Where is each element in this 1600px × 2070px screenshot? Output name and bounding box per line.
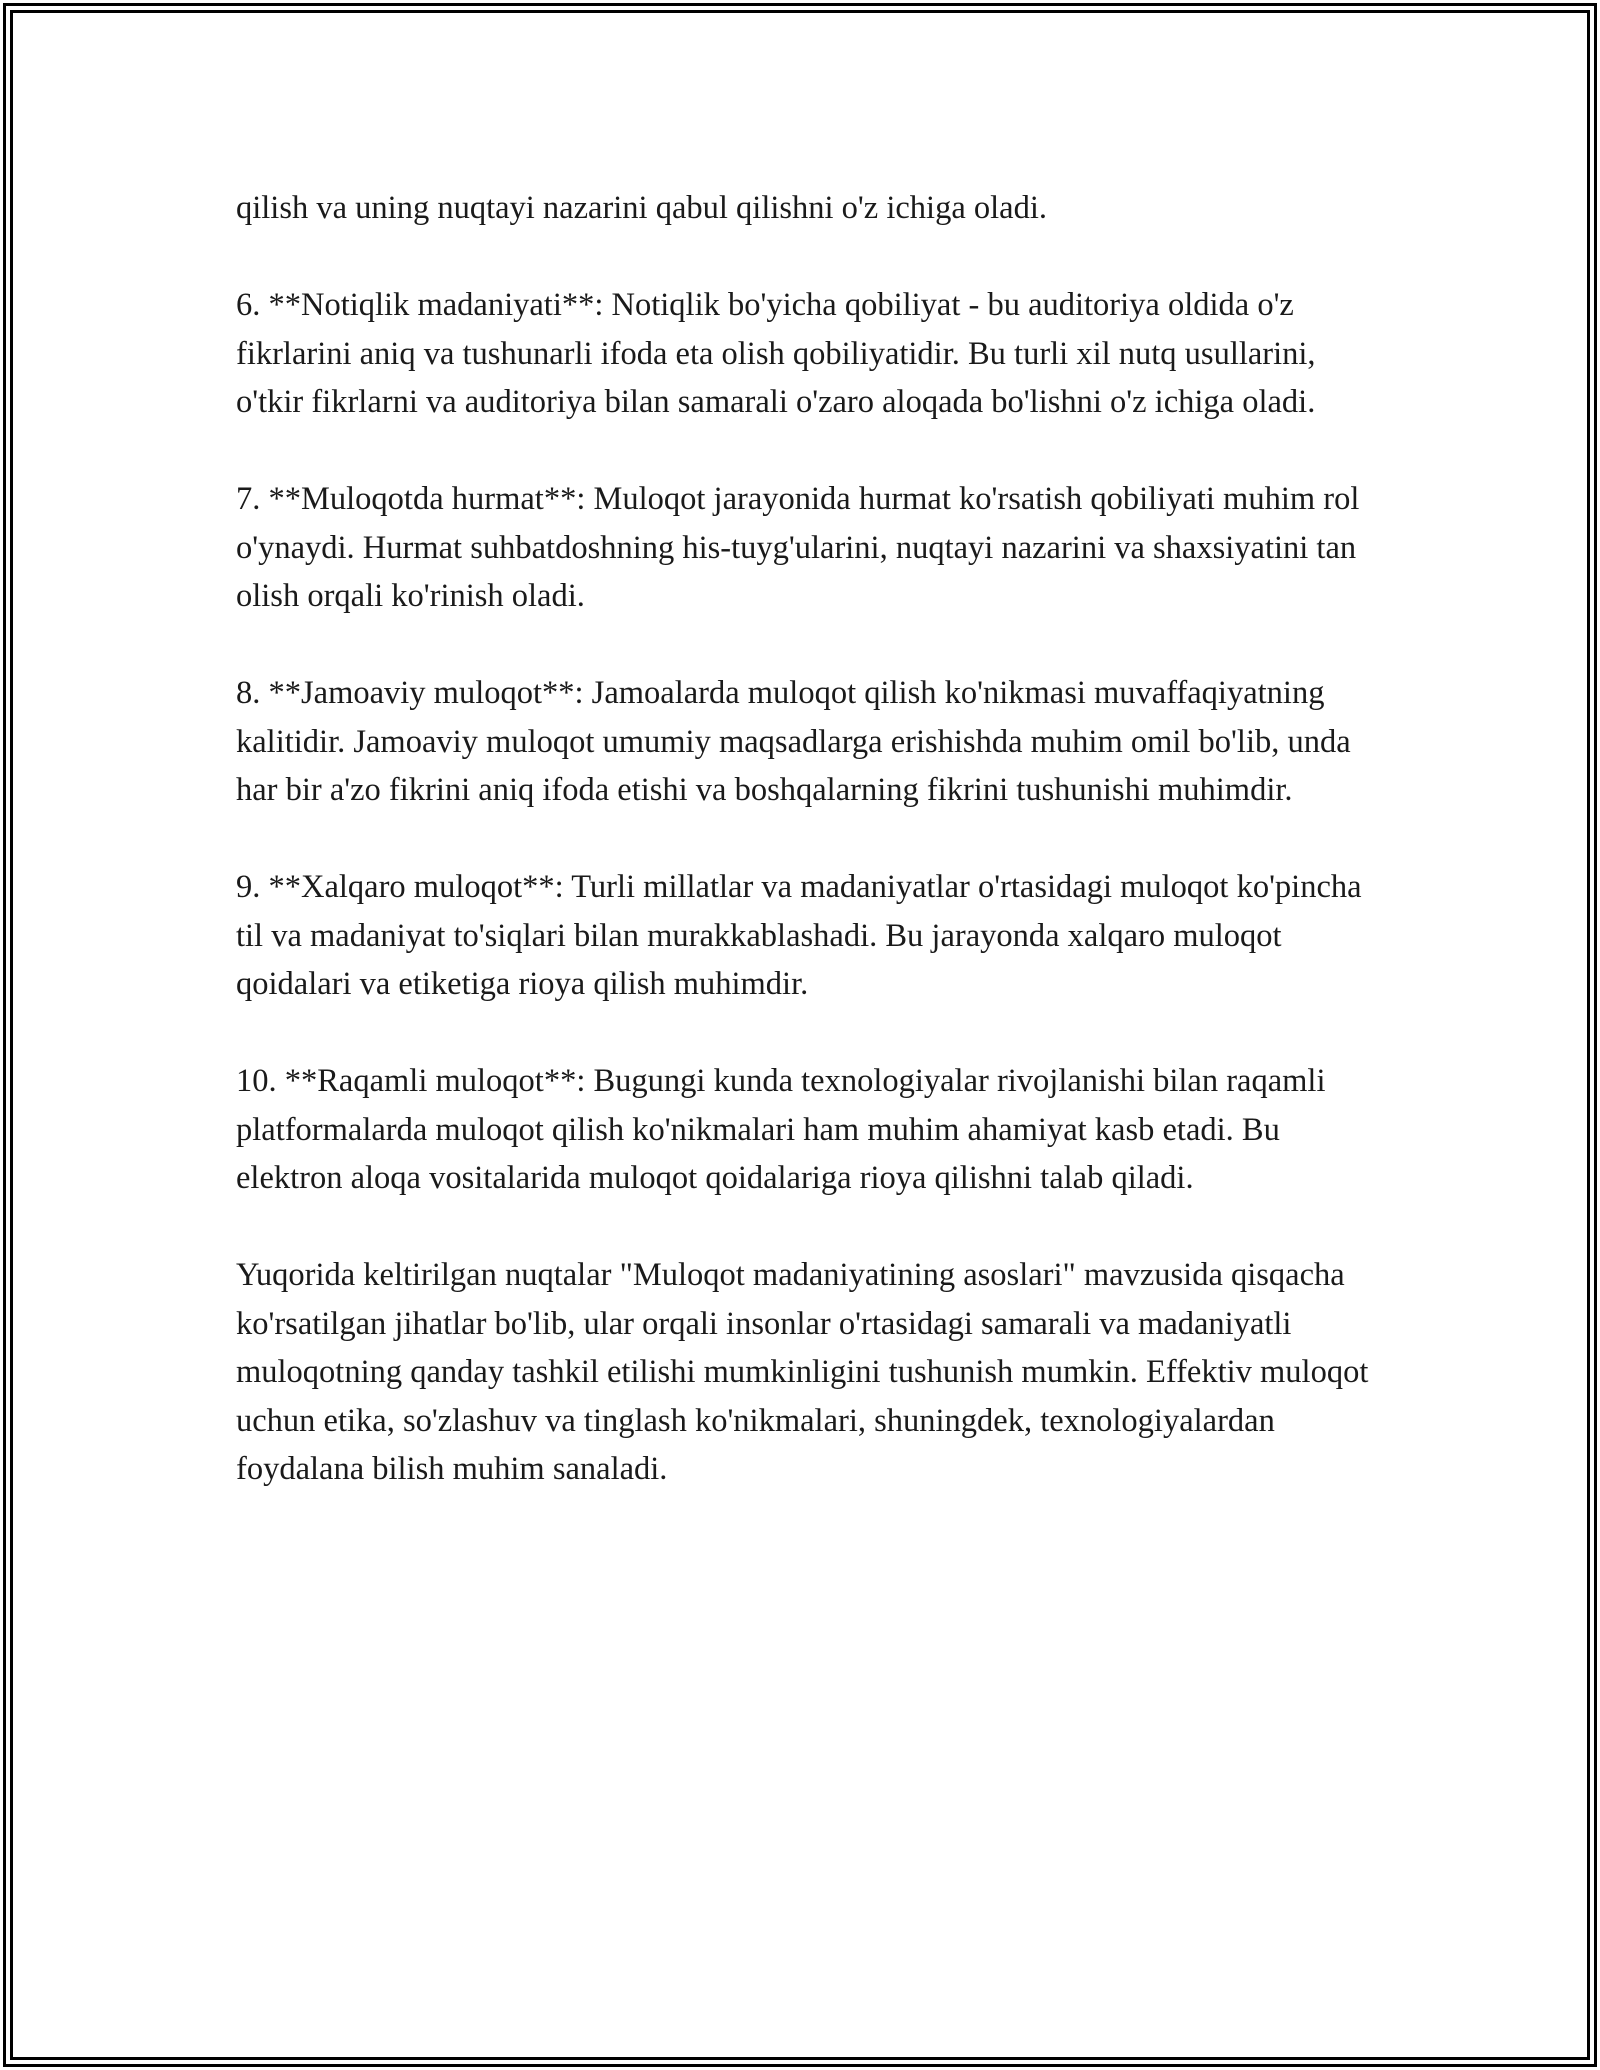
paragraph-continuation: qilish va uning nuqtayi nazarini qabul qilishni o'z ichiga oladi. [236,190,1047,226]
paragraph-item-8: 8. **Jamoaviy muloqot**: Jamoalarda muloqot qilish ko'nikmasi muvaffaqiyatning kalitidir. Jamoaviy muloqot umumiy maqsadlarga erishishda muhim omil bo'lib, unda har bir a'zo fikrini aniq ifoda etishi va boshqalarning fikrini tushunishi muhimdir. [236,675,1351,808]
paragraph-conclusion: Yuqorida keltirilgan nuqtalar "Muloqot madaniyatining asoslari" mavzusida qisqacha ko'rsatilgan jihatlar bo'lib, ular orqali insonlar o'rtasidagi samarali va madaniyatli muloqotning qanday tashkil etilishi mumkinligini tushunish mumkin. Effektiv muloqot uchun etika, so'zlashuv va tinglash ko'nikmalari, shuningdek, texnologiyalardan foydalana bilish muhim sanaladi. [236,1257,1369,1487]
paragraph-item-6: 6. **Notiqlik madaniyati**: Notiqlik bo'yicha qobiliyat - bu auditoriya oldida o'z fikrlarini aniq va tushunarli ifoda eta olish qobiliyatidir. Bu turli xil nutq usullarini, o'tkir fikrlarni va auditoriya bilan samarali o'zaro aloqada bo'lishni o'z ichiga oladi. [236,287,1316,420]
paragraph-item-10: 10. **Raqamli muloqot**: Bugungi kunda texnologiyalar rivojlanishi bilan raqamli platformalarda muloqot qilish ko'nikmalari ham muhim ahamiyat kasb etadi. Bu elektron aloqa vositalarida muloqot qoidalariga rioya qilishni talab qiladi. [236,1063,1326,1196]
paragraph-item-7: 7. **Muloqotda hurmat**: Muloqot jarayonida hurmat ko'rsatish qobiliyati muhim rol o'ynaydi. Hurmat suhbatdoshning his-tuyg'ularini, nuqtayi nazarini va shaxsiyatini tan olish orqali ko'rinish oladi. [236,481,1360,614]
paragraph-item-9: 9. **Xalqaro muloqot**: Turli millatlar va madaniyatlar o'rtasidagi muloqot ko'pincha til va madaniyat to'siqlari bilan murakkablashadi. Bu jarayonda xalqaro muloqot qoidalari va etiketiga rioya qilish muhimdir. [236,869,1362,1002]
document-body [236,184,1376,1494]
